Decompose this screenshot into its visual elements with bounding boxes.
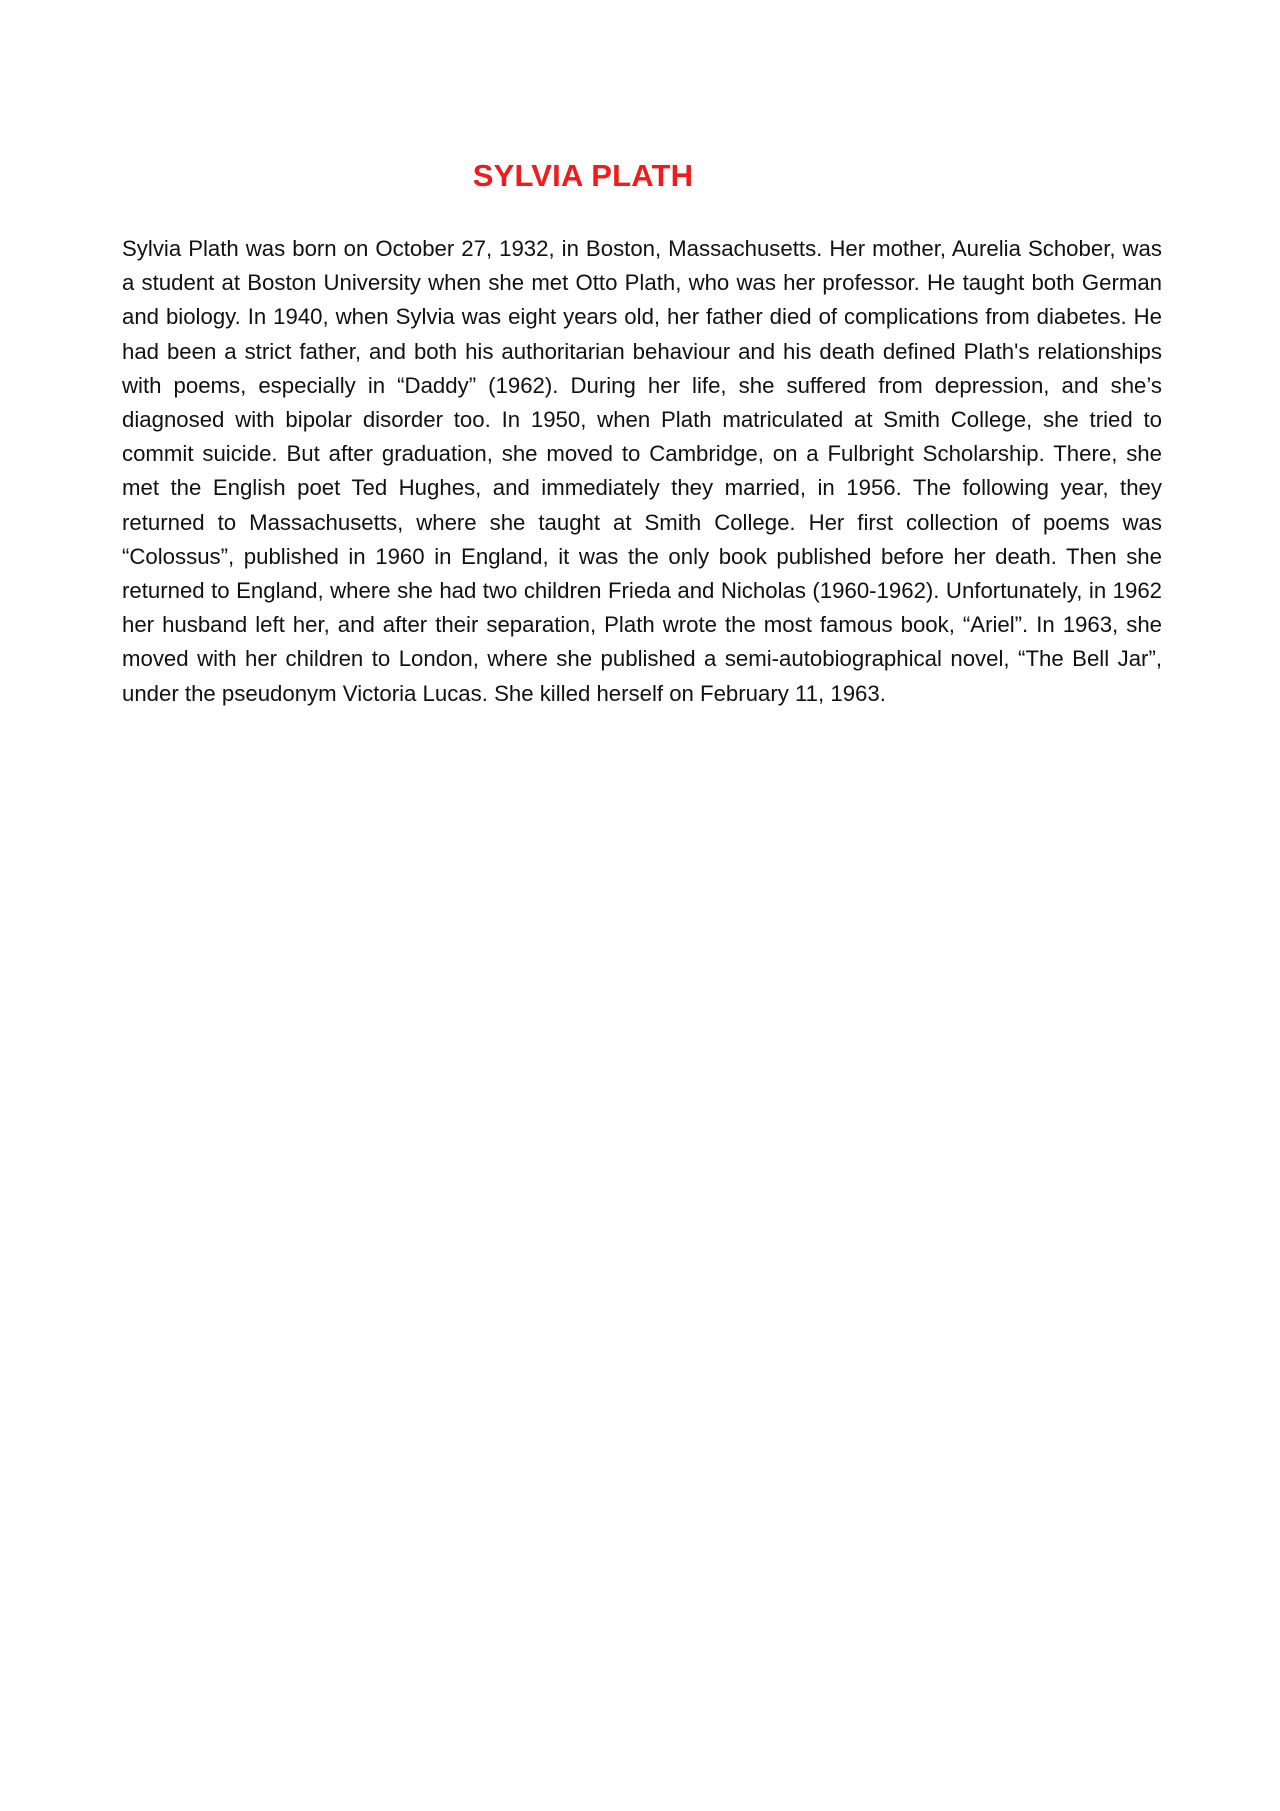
biography-paragraph: Sylvia Plath was born on October 27, 1932, in Boston, Massachusetts. Her mother, Aurelia Schober, was a student at Boston University when she met Otto Plath, who was her professor. He taught both German and biology. In 1940, when Sylvia was eight years old, her father died of complications from diabetes. He had been a strict father, and both his authoritarian behaviour and his death defined Plath's relationships with poems, especially in “Daddy” (1962). During her life, she suffered from depression, and she’s diagnosed with bipolar disorder too. In 1950, when Plath matriculated at Smith College, she tried to commit suicide. But after graduation, she moved to Cambridge, on a Fulbright Scholarship. There, she met the English poet Ted Hughes, and immediately they married, in 1956. The following year, they returned to Massachusetts, where she taught at Smith College. Her first collection of poems was “Colossus”, published in 1960 in England, it was the only book published before her death. Then she returned to England, where she had two children Frieda and Nicholas (1960-1962). Unfortunately, in 1962 her husband left her, and after their separation, Plath wrote the most famous book, “Ariel”. In 1963, she moved with her children to London, where she published a semi-autobiographical novel, “The Bell Jar”, under the pseudonym Victoria Lucas. She killed herself on February 11, 1963. xyxy=(122,236,1162,706)
page-title: SYLVIA PLATH xyxy=(472,158,694,193)
